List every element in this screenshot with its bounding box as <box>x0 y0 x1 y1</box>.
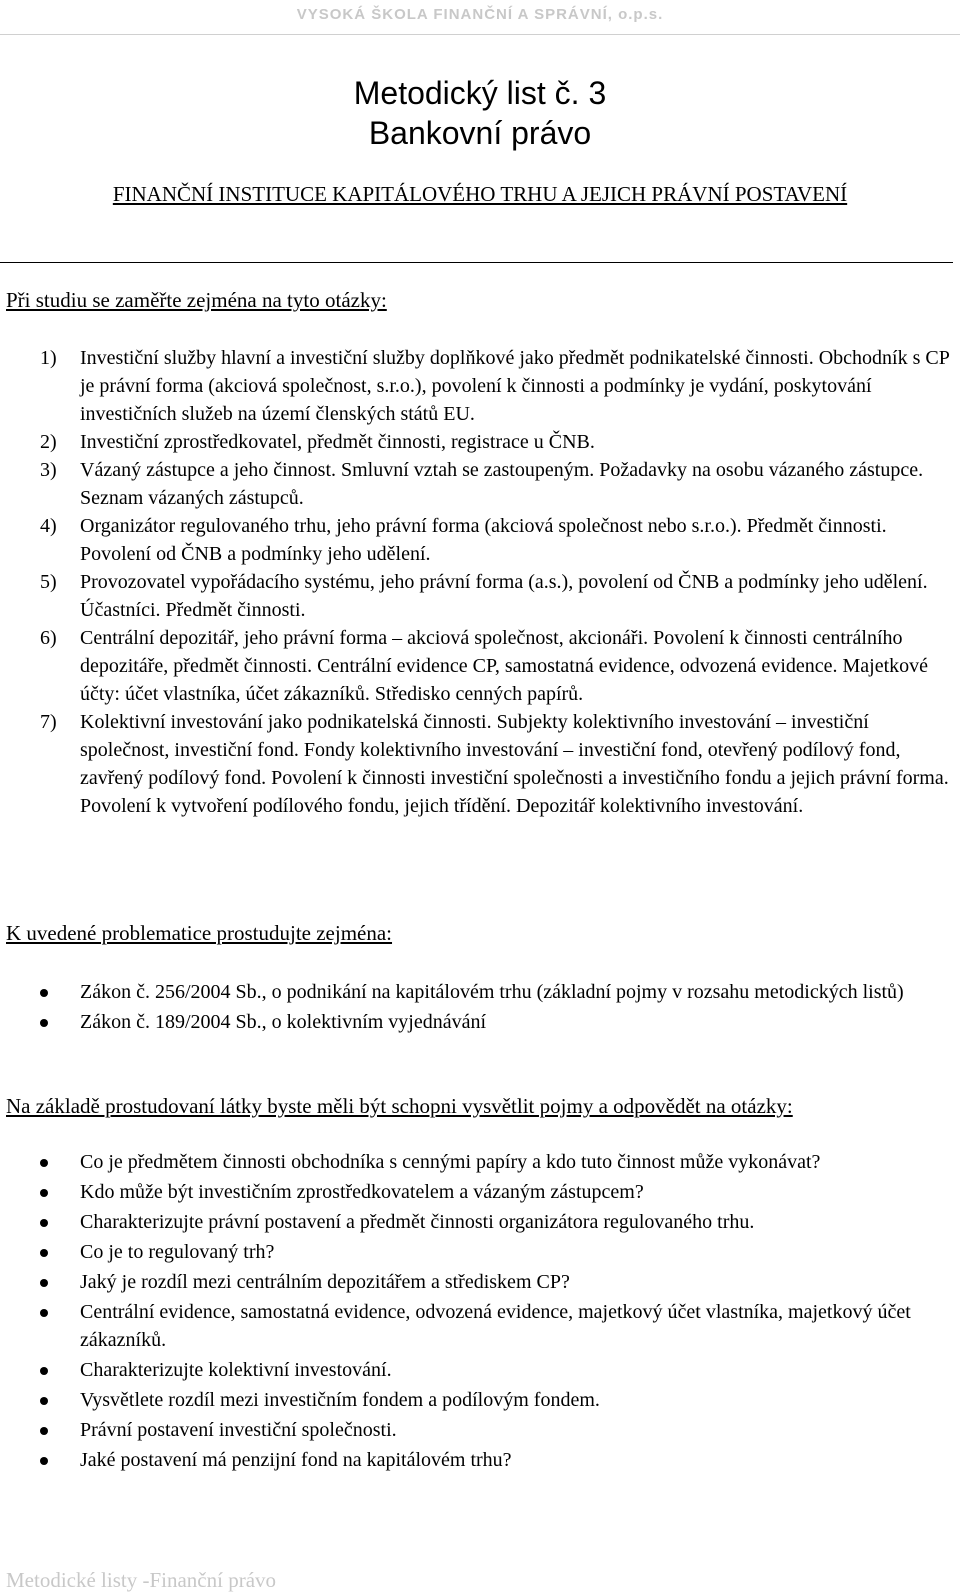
questions-heading: Na základě prostudovaní látky byste měli být schopni vysvětlit pojmy a odpovědět na otázky: <box>6 1094 793 1118</box>
question-item <box>40 1178 955 1206</box>
study-list <box>40 978 955 1038</box>
question-text: Centrální evidence, samostatná evidence, odvozená evidence, majetkový účet vlastníka, majetkový účet zákazníků. <box>80 1301 911 1351</box>
questions-list <box>40 1148 955 1476</box>
question-text: Právní postavení investiční společnosti. <box>80 1419 397 1441</box>
topic-title: FINANČNÍ INSTITUCE KAPITÁLOVÉHO TRHU A JEJICH PRÁVNÍ POSTAVENÍ <box>112 182 848 206</box>
question-text: Charakterizujte právní postavení a předmět činnosti organizátora regulovaného trhu. <box>80 1211 755 1233</box>
bullet-icon <box>40 1367 48 1375</box>
focus-item <box>40 344 955 428</box>
document-subject: Bankovní právo <box>368 115 592 151</box>
study-item <box>40 1008 955 1036</box>
focus-item-number: 2) <box>40 431 57 453</box>
question-item <box>40 1386 955 1414</box>
bullet-icon <box>40 989 48 997</box>
focus-item-text: Centrální depozitář, jeho právní forma – akciová společnost, akcionáři. Povolení k činnosti centrálního depozitáře, předmět činnosti. Centrální evidence CP, samostatná evidence, odvozená evidence. Majetkové účty: účet vlastníka, účet zákazníků. Středisko cenných papírů. <box>80 627 929 705</box>
focus-item-text: Organizátor regulovaného trhu, jeho právní forma (akciová společnost nebo s.r.o.). Předmět činnosti. Povolení od ČNB a podmínky jeho udělení. <box>80 515 887 565</box>
focus-item-text: Investiční zprostředkovatel, předmět činnosti, registrace u ČNB. <box>80 431 595 453</box>
question-text: Vysvětlete rozdíl mezi investičním fondem a podílovým fondem. <box>80 1389 600 1411</box>
bullet-icon <box>40 1019 48 1027</box>
question-text: Kdo může být investičním zprostředkovatelem a vázaným zástupcem? <box>80 1181 644 1203</box>
question-item <box>40 1238 955 1266</box>
page-header: VYSOKÁ ŠKOLA FINANČNÍ A SPRÁVNÍ, o.p.s. <box>296 6 664 23</box>
focus-item-number: 3) <box>40 459 57 481</box>
document-title: Metodický list č. 3 <box>353 75 607 111</box>
bullet-icon <box>40 1249 48 1257</box>
focus-item <box>40 512 955 568</box>
focus-item-text: Kolektivní investování jako podnikatelská činnosti. Subjekty kolektivního investování – investiční společnost, investiční fond. Fondy kolektivního investování – investiční fond, otevřený podílový fond, zavřený podílový fond. Povolení k činnosti investiční společnosti a investičního fondu a jejich právní forma. Povolení k vytvoření podílového fondu, jejich třídění. Depozitář kolektivního investování. <box>80 711 949 817</box>
focus-item-number: 4) <box>40 515 57 537</box>
focus-item-text: Vázaný zástupce a jeho činnost. Smluvní vztah se zastoupeným. Požadavky na osobu vázaného zástupce. Seznam vázaných zástupců. <box>80 459 924 509</box>
focus-item <box>40 428 955 456</box>
question-item <box>40 1298 955 1354</box>
bullet-icon <box>40 1397 48 1405</box>
focus-item <box>40 624 955 708</box>
question-item <box>40 1416 955 1444</box>
question-text: Charakterizujte kolektivní investování. <box>80 1359 392 1381</box>
focus-list <box>40 344 955 820</box>
header-divider <box>0 34 960 35</box>
study-item-text: Zákon č. 256/2004 Sb., o podnikání na kapitálovém trhu (základní pojmy v rozsahu metodických listů) <box>80 981 904 1003</box>
focus-item-number: 1) <box>40 347 57 369</box>
study-heading: K uvedené problematice prostudujte zejména: <box>6 921 393 945</box>
focus-item <box>40 708 955 820</box>
focus-heading: Při studiu se zaměřte zejména na tyto otázky: <box>6 288 387 312</box>
study-item-text: Zákon č. 189/2004 Sb., o kolektivním vyjednávání <box>80 1011 487 1033</box>
bullet-icon <box>40 1457 48 1465</box>
bullet-icon <box>40 1159 48 1167</box>
question-item <box>40 1208 955 1236</box>
question-item <box>40 1356 955 1384</box>
bullet-icon <box>40 1427 48 1435</box>
focus-item-number: 5) <box>40 571 57 593</box>
question-text: Co je předmětem činnosti obchodníka s cennými papíry a kdo tuto činnost může vykonávat? <box>80 1151 821 1173</box>
bullet-icon <box>40 1219 48 1227</box>
question-text: Jaký je rozdíl mezi centrálním depozitářem a střediskem CP? <box>80 1271 570 1293</box>
study-item <box>40 978 955 1006</box>
bullet-icon <box>40 1309 48 1317</box>
focus-item-text: Investiční služby hlavní a investiční služby doplňkové jako předmět podnikatelské činnosti. Obchodník s CP je právní forma (akciová společnost, s.r.o.), povolení k činnosti a podmínky je vydání, poskytování investičních služeb na území členských států EU. <box>80 347 950 425</box>
bullet-icon <box>40 1189 48 1197</box>
focus-item-number: 7) <box>40 711 57 733</box>
focus-item-text: Provozovatel vypořádacího systému, jeho právní forma (a.s.), povolení od ČNB a podmínky jeho udělení. Účastníci. Předmět činnosti. <box>80 571 928 621</box>
question-item <box>40 1446 955 1474</box>
focus-item <box>40 568 955 624</box>
focus-item-number: 6) <box>40 627 57 649</box>
question-text: Jaké postavení má penzijní fond na kapitálovém trhu? <box>80 1449 512 1471</box>
title-divider <box>0 262 953 263</box>
question-item <box>40 1268 955 1296</box>
bullet-icon <box>40 1279 48 1287</box>
page-footer: Metodické listy -Finanční právo <box>6 1568 277 1592</box>
question-item <box>40 1148 955 1176</box>
question-text: Co je to regulovaný trh? <box>80 1241 275 1263</box>
focus-item <box>40 456 955 512</box>
